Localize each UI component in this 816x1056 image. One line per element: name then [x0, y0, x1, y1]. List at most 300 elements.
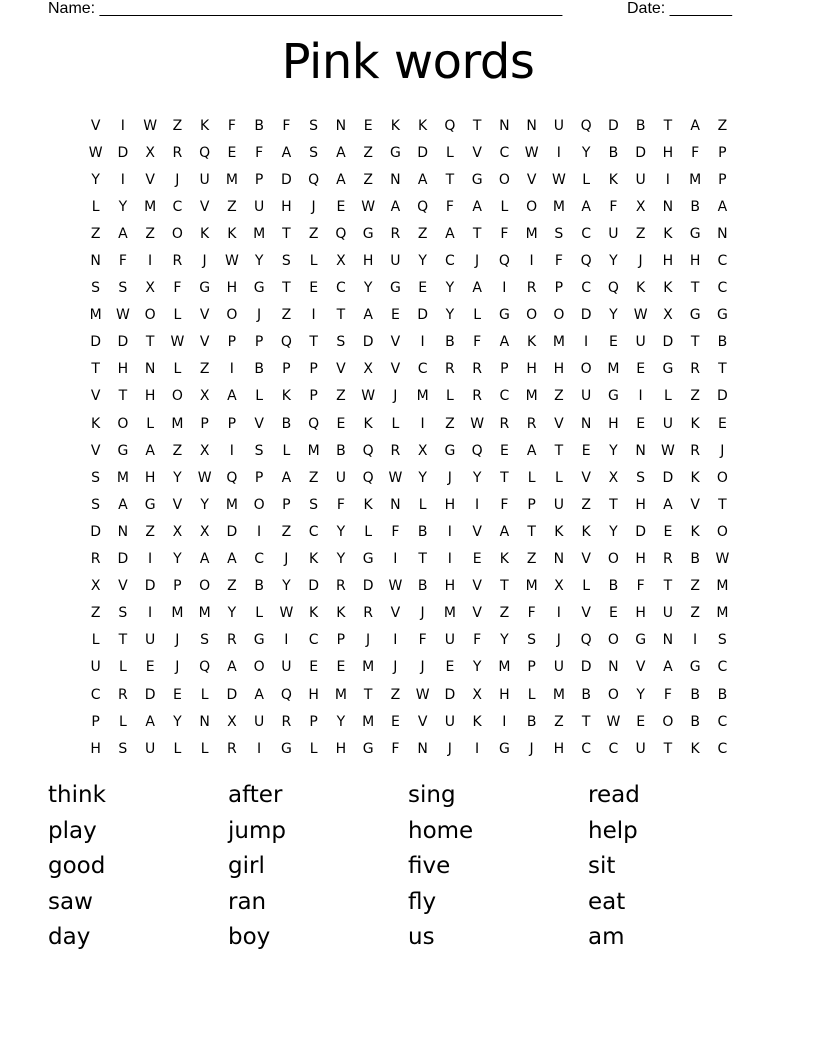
grid-letter: M: [171, 605, 184, 622]
grid-row: [82, 275, 736, 302]
grid-letter: K: [608, 171, 618, 188]
grid-letter: Z: [281, 307, 292, 324]
grid-letter: M: [689, 171, 702, 188]
grid-letter: B: [690, 198, 700, 215]
grid-letter: J: [556, 632, 561, 649]
grid-letter: O: [716, 469, 728, 486]
grid-letter: T: [690, 334, 700, 351]
grid-letter: R: [90, 551, 101, 568]
grid-letter: U: [553, 496, 564, 513]
grid-letter: C: [581, 225, 592, 242]
grid-letter: U: [444, 713, 455, 730]
grid-letter: O: [580, 361, 592, 378]
grid-letter: G: [117, 442, 129, 459]
grid-letter: Y: [200, 496, 209, 513]
grid-letter: I: [447, 523, 452, 540]
grid-letter: K: [200, 117, 210, 134]
grid-letter: Z: [554, 388, 564, 405]
grid-letter: F: [418, 632, 427, 649]
grid-letter: T: [500, 578, 509, 595]
grid-letter: I: [584, 334, 589, 351]
grid-letter: V: [472, 605, 482, 622]
grid-letter: O: [253, 496, 265, 513]
grid-letter: M: [525, 388, 538, 405]
grid-letter: V: [90, 117, 101, 134]
grid-letter: K: [636, 280, 646, 297]
grid-letter: E: [145, 659, 155, 676]
grid-letter: L: [255, 388, 264, 405]
grid-letter: K: [663, 280, 673, 297]
grid-letter: C: [717, 740, 728, 757]
grid-letter: A: [390, 198, 401, 215]
grid-letter: P: [309, 361, 318, 378]
grid-letter: M: [443, 605, 456, 622]
word-list-item: read: [588, 782, 640, 808]
grid-letter: A: [145, 713, 155, 730]
grid-letter: L: [582, 171, 591, 188]
grid-letter: U: [662, 605, 673, 622]
grid-letter: X: [608, 469, 619, 486]
grid-letter: A: [227, 659, 237, 676]
grid-letter: C: [717, 280, 728, 297]
word-list-item: help: [588, 817, 638, 844]
grid-letter: J: [393, 388, 398, 405]
grid-letter: Y: [282, 578, 291, 595]
grid-letter: A: [145, 442, 155, 459]
grid-letter: N: [90, 253, 101, 270]
grid-letter: Y: [418, 469, 427, 486]
grid-letter: I: [693, 632, 698, 649]
grid-row: [82, 247, 736, 274]
grid-letter: K: [690, 415, 700, 432]
grid-letter: E: [172, 686, 182, 703]
grid-letter: F: [336, 496, 345, 513]
grid-letter: A: [336, 144, 346, 161]
grid-letter: A: [472, 198, 482, 215]
grid-letter: E: [418, 280, 428, 297]
grid-letter: O: [716, 523, 728, 540]
grid-letter: H: [335, 740, 347, 757]
grid-letter: G: [444, 442, 456, 459]
grid-letter: Z: [199, 361, 210, 378]
grid-letter: N: [608, 659, 619, 676]
grid-letter: I: [257, 740, 262, 757]
grid-letter: I: [393, 632, 398, 649]
grid-letter: I: [311, 307, 316, 324]
grid-letter: Z: [445, 415, 455, 432]
grid-letter: M: [89, 307, 102, 324]
grid-letter: Q: [580, 632, 592, 649]
grid-letter: A: [717, 198, 728, 215]
grid-letter: U: [390, 253, 401, 270]
grid-letter: V: [635, 659, 646, 676]
grid-letter: W: [361, 388, 376, 405]
grid-letter: E: [336, 198, 346, 215]
word-list-item: think: [48, 782, 106, 808]
grid-letter: V: [90, 442, 101, 459]
grid-letter: F: [391, 740, 400, 757]
grid-letter: J: [420, 659, 425, 676]
grid-letter: Y: [336, 523, 346, 540]
grid-letter: O: [526, 307, 538, 324]
grid-letter: T: [690, 280, 700, 297]
grid-letter: L: [445, 388, 454, 405]
grid-letter: L: [445, 144, 454, 161]
grid-letter: C: [90, 686, 101, 703]
grid-letter: S: [200, 632, 210, 649]
grid-letter: R: [390, 225, 401, 242]
grid-letter: D: [144, 686, 156, 703]
grid-letter: H: [281, 198, 292, 215]
grid-letter: H: [635, 605, 646, 622]
grid-letter: L: [200, 686, 209, 703]
grid-letter: H: [499, 686, 510, 703]
grid-letter: I: [556, 605, 561, 622]
grid-letter: R: [118, 686, 128, 703]
grid-letter: M: [362, 713, 375, 730]
grid-letter: Q: [280, 334, 292, 351]
grid-letter: Z: [90, 225, 101, 242]
grid-letter: B: [690, 686, 700, 703]
grid-letter: D: [607, 117, 619, 134]
grid-letter: C: [308, 632, 319, 649]
grid-letter: D: [362, 334, 374, 351]
grid-letter: S: [254, 442, 264, 459]
grid-letter: A: [281, 144, 292, 161]
word-list-item: jump: [228, 817, 286, 844]
grid-letter: Z: [172, 442, 183, 459]
grid-letter: T: [581, 713, 591, 730]
grid-letter: A: [581, 198, 591, 215]
grid-letter: T: [663, 117, 673, 134]
grid-letter: Q: [498, 253, 510, 270]
grid-letter: V: [581, 469, 591, 486]
grid-letter: A: [690, 117, 700, 134]
grid-row: [82, 546, 736, 573]
grid-letter: Z: [717, 117, 728, 134]
grid-letter: G: [362, 551, 374, 568]
grid-letter: T: [472, 117, 482, 134]
grid-letter: E: [363, 117, 373, 134]
grid-letter: Z: [281, 523, 292, 540]
grid-letter: K: [363, 496, 373, 513]
grid-letter: C: [417, 361, 428, 378]
grid-letter: X: [336, 253, 346, 270]
grid-letter: B: [690, 713, 700, 730]
grid-letter: W: [388, 578, 403, 595]
grid-letter: Q: [226, 469, 238, 486]
grid-letter: U: [254, 198, 265, 215]
grid-letter: A: [254, 686, 264, 703]
grid-letter: Y: [173, 551, 182, 568]
grid-letter: K: [309, 551, 319, 568]
grid-letter: V: [199, 334, 210, 351]
grid-letter: J: [202, 253, 207, 270]
grid-letter: I: [284, 632, 289, 649]
grid-letter: E: [663, 523, 673, 540]
grid-letter: W: [197, 469, 212, 486]
word-list-item: play: [48, 817, 97, 844]
grid-letter: M: [171, 415, 184, 432]
grid-letter: W: [224, 253, 239, 270]
grid-letter: M: [716, 578, 729, 595]
grid-letter: X: [172, 523, 183, 540]
grid-letter: B: [690, 551, 700, 568]
grid-letter: O: [526, 198, 538, 215]
grid-letter: T: [663, 740, 673, 757]
grid-letter: O: [253, 659, 265, 676]
grid-letter: F: [609, 198, 618, 215]
grid-letter: H: [526, 361, 537, 378]
grid-letter: Y: [118, 198, 128, 215]
grid-letter: P: [254, 334, 264, 351]
grid-row: [82, 410, 736, 437]
grid-letter: W: [388, 469, 403, 486]
grid-letter: F: [691, 144, 700, 161]
grid-letter: U: [662, 415, 673, 432]
grid-letter: H: [608, 415, 619, 432]
word-list: [48, 780, 768, 958]
grid-row: [82, 112, 736, 139]
grid-letter: J: [311, 198, 316, 215]
grid-letter: D: [417, 144, 429, 161]
grid-letter: E: [336, 415, 346, 432]
grid-letter: F: [473, 334, 482, 351]
grid-letter: Y: [472, 469, 482, 486]
grid-row: [82, 166, 736, 193]
grid-letter: U: [635, 334, 646, 351]
grid-letter: Z: [417, 225, 428, 242]
grid-letter: Z: [635, 225, 646, 242]
word-list-item: sit: [588, 853, 616, 879]
grid-letter: M: [498, 659, 511, 676]
grid-letter: D: [580, 307, 592, 324]
grid-letter: T: [91, 361, 100, 378]
grid-letter: L: [173, 361, 182, 378]
grid-letter: H: [689, 253, 701, 270]
grid-row: [82, 193, 736, 220]
grid-letter: Z: [227, 198, 237, 215]
grid-letter: Z: [90, 605, 101, 622]
grid-letter: G: [389, 280, 401, 297]
grid-letter: Y: [91, 171, 100, 188]
grid-letter: U: [281, 659, 292, 676]
grid-letter: L: [582, 578, 591, 595]
grid-letter: V: [581, 605, 591, 622]
grid-letter: R: [281, 713, 292, 730]
grid-letter: R: [445, 361, 455, 378]
grid-letter: K: [390, 117, 400, 134]
grid-letter: Q: [362, 469, 374, 486]
worksheet-header: [48, 0, 748, 20]
grid-letter: W: [551, 171, 566, 188]
grid-letter: V: [690, 496, 700, 513]
grid-letter: C: [499, 388, 510, 405]
grid-letter: B: [717, 334, 728, 351]
grid-letter: A: [363, 307, 373, 324]
grid-letter: X: [363, 361, 373, 378]
grid-letter: I: [638, 388, 643, 405]
grid-letter: T: [363, 686, 373, 703]
grid-letter: K: [472, 713, 482, 730]
grid-letter: T: [336, 307, 346, 324]
grid-letter: S: [281, 253, 291, 270]
grid-letter: C: [335, 280, 346, 297]
grid-letter: C: [581, 740, 592, 757]
grid-letter: Q: [580, 117, 592, 134]
word-list-item: am: [588, 924, 625, 950]
grid-letter: Y: [636, 686, 645, 703]
grid-letter: L: [118, 659, 127, 676]
grid-letter: L: [473, 307, 482, 324]
grid-letter: L: [527, 686, 536, 703]
grid-letter: Y: [336, 713, 346, 730]
grid-letter: J: [447, 469, 452, 486]
grid-letter: P: [500, 361, 509, 378]
grid-letter: N: [144, 361, 156, 378]
grid-letter: P: [527, 496, 536, 513]
grid-letter: X: [663, 307, 673, 324]
grid-letter: C: [308, 523, 319, 540]
word-list-item: ran: [228, 888, 267, 915]
grid-letter: K: [91, 415, 101, 432]
grid-letter: W: [115, 307, 130, 324]
grid-letter: C: [581, 280, 592, 297]
grid-letter: N: [662, 632, 674, 649]
grid-letter: D: [90, 334, 102, 351]
grid-letter: A: [445, 225, 455, 242]
grid-letter: E: [636, 361, 646, 378]
grid-letter: A: [472, 280, 482, 297]
grid-letter: T: [500, 469, 509, 486]
grid-letter: H: [117, 361, 129, 378]
grid-letter: S: [91, 469, 101, 486]
grid-row: [82, 383, 736, 410]
grid-letter: U: [90, 659, 101, 676]
grid-letter: S: [91, 496, 101, 513]
grid-letter: L: [663, 388, 672, 405]
grid-letter: I: [393, 551, 398, 568]
grid-letter: A: [499, 334, 510, 351]
grid-letter: N: [390, 496, 401, 513]
grid-letter: T: [309, 334, 318, 351]
grid-letter: Q: [471, 442, 483, 459]
grid-letter: E: [608, 334, 618, 351]
grid-letter: N: [553, 551, 565, 568]
grid-letter: Y: [581, 144, 591, 161]
grid-letter: L: [309, 253, 318, 270]
grid-letter: R: [499, 415, 510, 432]
grid-letter: A: [281, 469, 292, 486]
grid-letter: L: [282, 442, 291, 459]
grid-row: [82, 627, 736, 654]
grid-letter: R: [472, 388, 482, 405]
grid-letter: G: [199, 280, 211, 297]
name-field-label: Name: ____________________________________________________: [48, 0, 563, 17]
grid-letter: G: [253, 280, 265, 297]
grid-letter: P: [254, 469, 264, 486]
grid-letter: B: [608, 144, 619, 161]
grid-letter: J: [638, 253, 643, 270]
grid-row: [82, 654, 736, 681]
grid-letter: P: [309, 713, 318, 730]
grid-letter: W: [361, 198, 376, 215]
grid-row: [82, 464, 736, 491]
grid-row: [82, 735, 736, 762]
grid-letter: P: [254, 171, 264, 188]
grid-letter: P: [91, 713, 100, 730]
grid-letter: D: [280, 171, 292, 188]
grid-letter: X: [472, 686, 482, 703]
grid-letter: K: [663, 225, 673, 242]
page-title: Pink words: [281, 34, 535, 90]
grid-row: [82, 139, 736, 166]
grid-letter: P: [200, 415, 209, 432]
grid-letter: W: [715, 551, 730, 568]
grid-letter: L: [200, 740, 209, 757]
grid-row: [82, 302, 736, 329]
grid-letter: T: [718, 496, 727, 513]
grid-letter: M: [198, 605, 211, 622]
grid-letter: F: [282, 117, 291, 134]
grid-letter: C: [717, 253, 728, 270]
grid-letter: O: [171, 388, 183, 405]
grid-letter: E: [309, 280, 319, 297]
grid-letter: N: [335, 117, 347, 134]
grid-letter: W: [415, 686, 430, 703]
grid-letter: U: [635, 740, 646, 757]
grid-letter: G: [689, 659, 701, 676]
grid-letter: V: [254, 415, 264, 432]
grid-letter: P: [718, 144, 727, 161]
grid-letter: O: [498, 171, 510, 188]
grid-letter: I: [556, 144, 561, 161]
grid-letter: Y: [173, 469, 182, 486]
word-search-grid: [82, 112, 736, 762]
grid-letter: E: [390, 713, 400, 730]
grid-row: [82, 437, 736, 464]
grid-letter: V: [336, 361, 346, 378]
grid-letter: E: [472, 551, 482, 568]
word-list-item: day: [48, 924, 91, 950]
grid-letter: O: [607, 632, 619, 649]
grid-letter: I: [420, 334, 425, 351]
grid-letter: O: [144, 307, 156, 324]
grid-letter: H: [662, 144, 674, 161]
grid-letter: Z: [308, 225, 319, 242]
grid-letter: R: [526, 280, 537, 297]
grid-letter: I: [447, 551, 452, 568]
grid-letter: D: [635, 523, 647, 540]
grid-letter: E: [336, 659, 346, 676]
grid-letter: U: [581, 388, 592, 405]
grid-letter: O: [553, 307, 565, 324]
grid-letter: S: [91, 280, 101, 297]
grid-letter: D: [417, 307, 429, 324]
grid-row: [82, 518, 736, 545]
grid-letter: S: [309, 496, 319, 513]
grid-letter: Q: [417, 198, 429, 215]
grid-letter: A: [199, 551, 210, 568]
grid-letter: C: [254, 551, 265, 568]
grid-letter: L: [554, 469, 563, 486]
grid-letter: D: [226, 523, 238, 540]
grid-letter: L: [418, 496, 427, 513]
grid-letter: W: [633, 307, 648, 324]
grid-letter: Q: [280, 686, 292, 703]
grid-letter: F: [500, 496, 509, 513]
grid-letter: J: [529, 740, 534, 757]
